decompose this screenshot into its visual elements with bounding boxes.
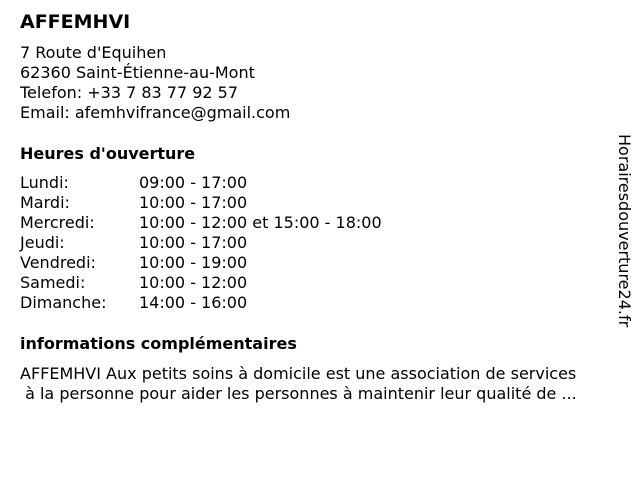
hours-day: Mercredi: — [20, 213, 95, 232]
hours-time: 14:00 - 16:00 — [139, 293, 248, 312]
hours-day: Lundi: — [20, 173, 69, 192]
address-street: 7 Route d'Equihen — [20, 43, 167, 62]
additional-info-heading: informations complémentaires — [20, 334, 297, 353]
hours-row-tuesday — [20, 193, 382, 213]
phone-number: Telefon: +33 7 83 77 92 57 — [20, 83, 239, 102]
hours-time: 10:00 - 12:00 et 15:00 - 18:00 — [139, 213, 382, 232]
info-line-1: AFFEMHVI Aux petits soins à domicile est une association de services — [20, 364, 577, 383]
site-watermark: Horairesdouverture24.fr — [615, 134, 634, 328]
opening-hours-table — [20, 173, 382, 313]
hours-row-monday — [20, 173, 382, 193]
hours-day: Mardi: — [20, 193, 70, 212]
email-address: Email: afemhvifrance@gmail.com — [20, 103, 291, 122]
hours-time: 10:00 - 17:00 — [139, 233, 248, 252]
hours-time: 10:00 - 19:00 — [139, 253, 248, 272]
address-city: 62360 Saint-Étienne-au-Mont — [20, 63, 255, 82]
hours-row-sunday — [20, 293, 382, 313]
opening-hours-heading: Heures d'ouverture — [20, 144, 196, 163]
hours-row-wednesday — [20, 213, 382, 233]
business-name: AFFEMHVI — [20, 11, 131, 33]
address-block — [20, 43, 290, 123]
additional-info-text — [20, 364, 630, 404]
hours-day: Vendredi: — [20, 253, 96, 272]
hours-time: 10:00 - 17:00 — [139, 193, 248, 212]
hours-day: Dimanche: — [20, 293, 107, 312]
hours-time: 10:00 - 12:00 — [139, 273, 248, 292]
hours-day: Jeudi: — [20, 233, 65, 252]
hours-row-thursday — [20, 233, 382, 253]
hours-row-friday — [20, 253, 382, 273]
hours-day: Samedi: — [20, 273, 86, 292]
info-line-2: à la personne pour aider les personnes à maintenir leur qualité de ... — [20, 384, 577, 403]
hours-row-saturday — [20, 273, 382, 293]
hours-time: 09:00 - 17:00 — [139, 173, 248, 192]
